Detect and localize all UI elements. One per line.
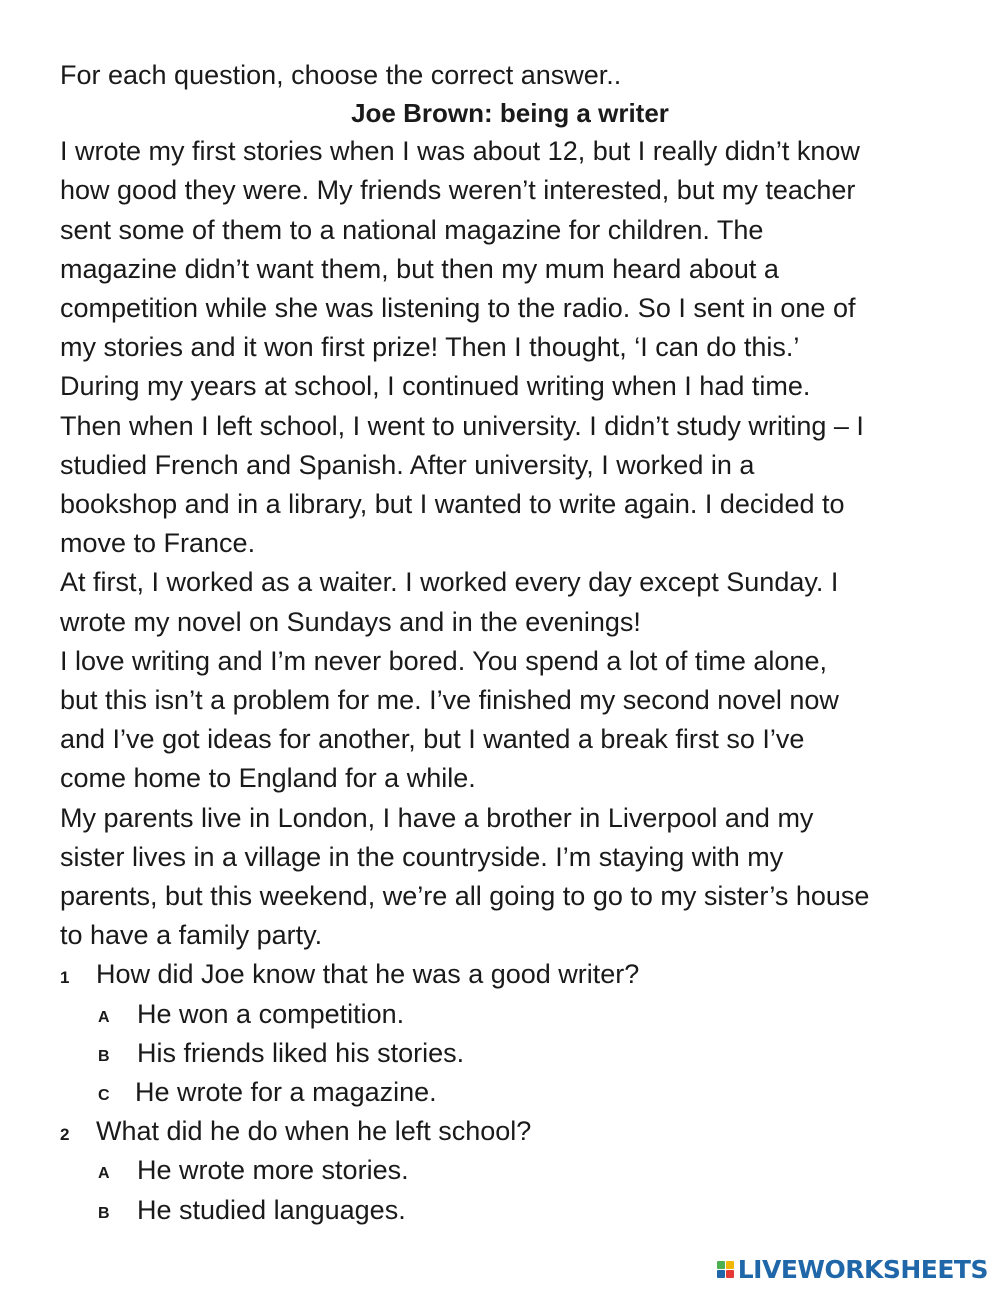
passage-line: wrote my novel on Sundays and in the evenings! [60,606,641,637]
logo-tile [726,1261,734,1269]
passage-line: sister lives in a village in the countryside. I’m staying with my [60,841,784,872]
passage-line: come home to England for a while. [60,763,476,794]
option-text: He wrote for a magazine. [135,1077,437,1108]
passage-line: to have a family party. [60,920,323,951]
passage-line: how good they were. My friends weren’t interested, but my teacher [60,175,856,206]
passage-line: and I’ve got ideas for another, but I wanted a break first so I’ve [60,724,805,755]
passage-line: bookshop and in a library, but I wanted to write again. I decided to [60,489,845,520]
passage-line: At first, I worked as a waiter. I worked every day except Sunday. I [60,567,839,598]
instruction-text: For each question, choose the correct answer.. [60,60,622,90]
passage-line: My parents live in London, I have a brother in Liverpool and my [60,802,814,833]
passage-line: During my years at school, I continued writing when I had time. [60,371,811,402]
worksheet-page [60,56,960,1230]
logo-text: LIVEWORKSHEETS [737,1255,988,1284]
question-number: 2 [60,1125,70,1145]
passage-line: my stories and it won first prize! Then I thought, ‘I can do this.’ [60,332,800,363]
question-2 [60,1112,960,1230]
option-letter: A [98,1008,110,1026]
passage-line: studied French and Spanish. After university, I worked in a [60,449,755,480]
passage-line: but this isn’t a problem for me. I’ve finished my second novel now [60,685,839,716]
passage-line: I wrote my first stories when I was about 12, but I really didn’t know [60,136,860,167]
passage-line: Then when I left school, I went to university. I didn’t study writing – I [60,410,864,441]
logo-tile [717,1270,725,1278]
option-letter: A [98,1165,110,1183]
answer-option-2a[interactable] [60,1151,960,1190]
question-1 [60,955,960,1112]
option-letter: C [98,1087,110,1105]
option-letter: B [98,1204,110,1222]
passage-line: move to France. [60,528,256,559]
answer-option-1a[interactable] [60,995,960,1034]
question-number: 1 [60,968,70,988]
passage-line: magazine didn’t want them, but then my mum heard about a [60,253,779,284]
passage-line: parents, but this weekend, we’re all going to go to my sister’s house [60,881,870,912]
liveworksheets-logo [717,1255,988,1284]
option-text: He studied languages. [137,1194,406,1225]
question-stem [60,955,960,994]
answer-option-2b[interactable] [60,1191,960,1230]
option-text: He won a competition. [137,998,405,1029]
question-text: How did Joe know that he was a good writer? [96,959,640,990]
passage-line: sent some of them to a national magazine for children. The [60,214,764,245]
logo-tile [726,1270,734,1278]
answer-option-1b[interactable] [60,1034,960,1073]
question-text: What did he do when he left school? [96,1116,532,1147]
option-text: He wrote more stories. [137,1155,409,1186]
passage-line: competition while she was listening to the radio. So I sent in one of [60,293,856,324]
reading-passage [60,132,960,955]
logo-mark-icon [717,1261,734,1278]
logo-tile [717,1261,725,1269]
option-letter: B [98,1047,110,1065]
page-title: Joe Brown: being a writer [351,98,669,129]
question-stem [60,1112,960,1151]
option-text: His friends liked his stories. [137,1037,465,1068]
passage-line: I love writing and I’m never bored. You spend a lot of time alone, [60,645,827,676]
answer-option-1c[interactable] [60,1073,960,1112]
